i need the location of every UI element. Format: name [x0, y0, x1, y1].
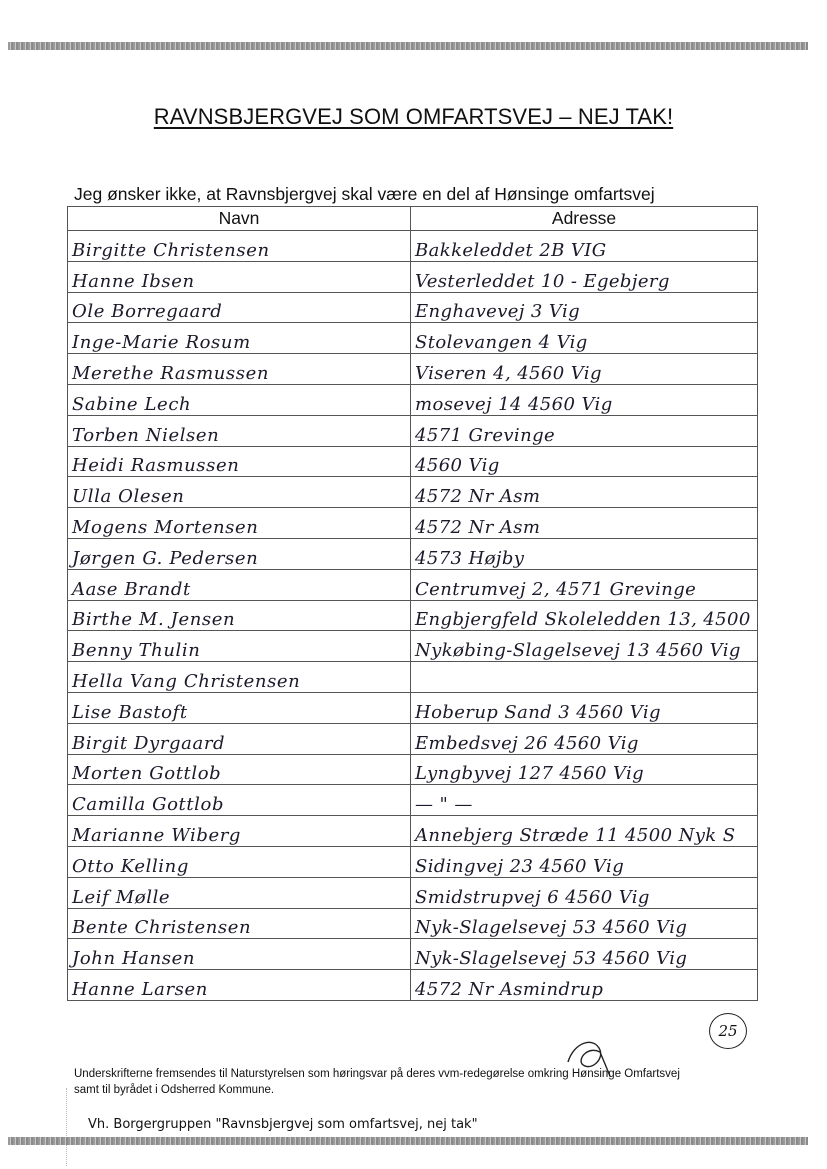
signer-address: Vesterleddet 10 - Egebjerg	[411, 261, 758, 292]
signer-address: Stolevangen 4 Vig	[411, 323, 758, 354]
signer-address: Engbjergfeld Skoleledden 13, 4500	[411, 600, 758, 631]
signature-row	[68, 939, 758, 970]
signature-row	[68, 723, 758, 754]
signer-address: Lyngbyvej 127 4560 Vig	[411, 754, 758, 785]
signature-row	[68, 538, 758, 569]
signer-name: Ole Borregaard	[68, 292, 411, 323]
signer-address	[411, 662, 758, 693]
signer-name: Heidi Rasmussen	[68, 446, 411, 477]
signature-row	[68, 970, 758, 1001]
signature-row	[68, 446, 758, 477]
signer-name: Birgitte Christensen	[68, 231, 411, 262]
scan-edge-bottom	[8, 1137, 808, 1145]
signer-address: Smidstrupvej 6 4560 Vig	[411, 877, 758, 908]
signature-row	[68, 600, 758, 631]
signature-row	[68, 754, 758, 785]
signer-address: Bakkeleddet 2B VIG	[411, 231, 758, 262]
signer-name: Inge-Marie Rosum	[68, 323, 411, 354]
signer-name: John Hansen	[68, 939, 411, 970]
signer-address: 4572 Nr Asm	[411, 477, 758, 508]
signature-rows	[68, 231, 758, 1001]
signer-name: Camilla Gottlob	[68, 785, 411, 816]
signature-row	[68, 877, 758, 908]
closing-signature: Vh. Borgergruppen "Ravnsbjergvej som omfartsvej, nej tak"	[88, 1117, 478, 1132]
signature-row	[68, 569, 758, 600]
signer-name: Otto Kelling	[68, 846, 411, 877]
signer-name: Aase Brandt	[68, 569, 411, 600]
signature-row	[68, 477, 758, 508]
signature-row	[68, 354, 758, 385]
signer-address: Annebjerg Stræde 11 4500 Nyk S	[411, 816, 758, 847]
page-title: RAVNSBJERGVEJ SOM OMFARTSVEJ – NEJ TAK!	[153, 104, 674, 129]
page-number-stamp: 25	[709, 1013, 747, 1049]
signer-name: Jørgen G. Pedersen	[68, 538, 411, 569]
signer-name: Marianne Wiberg	[68, 816, 411, 847]
signer-address: 4572 Nr Asmindrup	[411, 970, 758, 1001]
signer-address: 4572 Nr Asm	[411, 508, 758, 539]
signature-row	[68, 415, 758, 446]
signer-address: Nykøbing-Slagelsevej 13 4560 Vig	[411, 631, 758, 662]
signer-address: 4571 Grevinge	[411, 415, 758, 446]
signer-name: Leif Mølle	[68, 877, 411, 908]
footnote	[74, 1066, 764, 1098]
signer-address: Nyk-Slagelsevej 53 4560 Vig	[411, 939, 758, 970]
signer-name: Torben Nielsen	[68, 415, 411, 446]
signer-address: mosevej 14 4560 Vig	[411, 384, 758, 415]
signer-address: Sidingvej 23 4560 Vig	[411, 846, 758, 877]
signer-address: Centrumvej 2, 4571 Grevinge	[411, 569, 758, 600]
footnote-line-2: samt til byrådet i Odsherred Kommune.	[74, 1084, 275, 1096]
signer-name: Hanne Larsen	[68, 970, 411, 1001]
signer-name: Bente Christensen	[68, 908, 411, 939]
signature-row	[68, 816, 758, 847]
signer-address: 4560 Vig	[411, 446, 758, 477]
signer-name: Benny Thulin	[68, 631, 411, 662]
signature-row	[68, 662, 758, 693]
margin-line	[66, 1088, 68, 1166]
footnote-line-1: Underskrifterne fremsendes til Naturstyrelsen som høringsvar på deres vvm-redegørelse omkring Hønsinge Omfartsvej	[74, 1068, 680, 1080]
signer-address: Enghavevej 3 Vig	[411, 292, 758, 323]
signature-row	[68, 846, 758, 877]
signature-table-header	[68, 207, 758, 231]
signature-row	[68, 231, 758, 262]
scan-edge-top	[8, 42, 808, 50]
address-column-header: Adresse	[411, 207, 758, 231]
signer-name: Ulla Olesen	[68, 477, 411, 508]
signature-row	[68, 384, 758, 415]
signer-name: Morten Gottlob	[68, 754, 411, 785]
signer-name: Hanne Ibsen	[68, 261, 411, 292]
petition-statement: Jeg ønsker ikke, at Ravnsbjergvej skal være en del af Hønsinge omfartsvej	[74, 184, 655, 204]
signature-row	[68, 323, 758, 354]
signer-address: Hoberup Sand 3 4560 Vig	[411, 692, 758, 723]
signature-row	[68, 631, 758, 662]
signature-row	[68, 508, 758, 539]
signer-name: Lise Bastoft	[68, 692, 411, 723]
signature-row	[68, 692, 758, 723]
signer-name: Mogens Mortensen	[68, 508, 411, 539]
signer-address: Nyk-Slagelsevej 53 4560 Vig	[411, 908, 758, 939]
signer-address: Embedsvej 26 4560 Vig	[411, 723, 758, 754]
signature-row	[68, 785, 758, 816]
signer-name: Merethe Rasmussen	[68, 354, 411, 385]
signer-name: Birthe M. Jensen	[68, 600, 411, 631]
signer-address: Viseren 4, 4560 Vig	[411, 354, 758, 385]
name-column-header: Navn	[68, 207, 411, 231]
signer-name: Birgit Dyrgaard	[68, 723, 411, 754]
signer-name: Sabine Lech	[68, 384, 411, 415]
signer-address: — " —	[411, 785, 758, 816]
signature-table	[67, 206, 758, 1001]
signer-address: 4573 Højby	[411, 538, 758, 569]
signature-row	[68, 261, 758, 292]
signer-name: Hella Vang Christensen	[68, 662, 411, 693]
signature-row	[68, 292, 758, 323]
signature-row	[68, 908, 758, 939]
